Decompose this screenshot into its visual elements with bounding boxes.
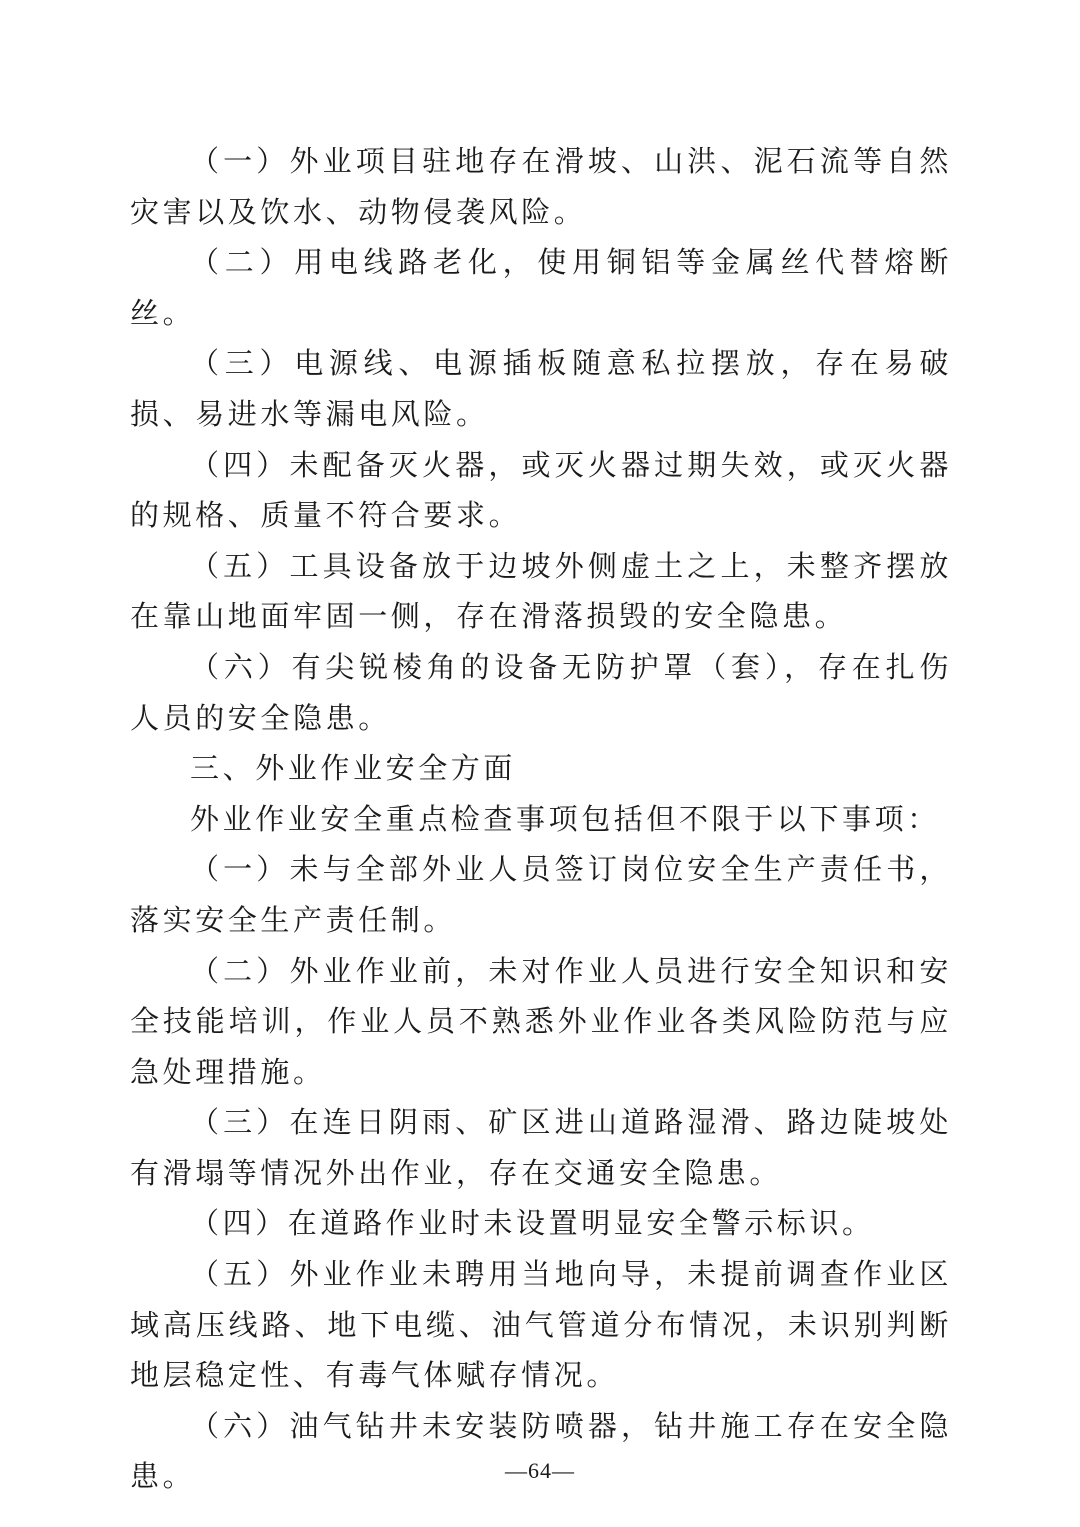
paragraph-section-intro: 外业作业安全重点检查事项包括但不限于以下事项：: [190, 801, 940, 836]
paragraph-hazard-tool-placement: （五）工具设备放于边坡外侧虚土之上，未整齐摆放在靠山地面牢固一侧，存在滑落损毁的安全隐患。: [130, 548, 952, 634]
paragraph-item-responsibility: （一）未与全部外业人员签订岗位安全生产责任书，落实安全生产责任制。: [130, 852, 952, 937]
section-heading-field-work-safety: 三、外业作业安全方面: [190, 751, 517, 786]
paragraph-hazard-sharp-equipment: （六）有尖锐棱角的设备无防护罩（套），存在扎伤人员的安全隐患。: [130, 649, 952, 735]
paragraph-hazard-wiring-aging: （二）用电线路老化，使用铜铝等金属丝代替熔断丝。: [130, 245, 952, 330]
paragraph-hazard-fire-extinguisher: （四）未配备灭火器，或灭火器过期失效，或灭火器的规格、质量不符合要求。: [130, 447, 952, 533]
paragraph-item-blowout-preventer: （六）油气钻井未安装防喷器，钻井施工存在安全隐患。: [130, 1408, 952, 1494]
paragraph-item-warning-signs: （四）在道路作业时未设置明显安全警示标识。: [190, 1206, 875, 1241]
paragraph-item-local-guide: （五）外业作业未聘用当地向导，未提前调查作业区域高压线路、地下电缆、油气管道分布情况，未识别判断地层稳定性、有毒气体赋存情况。: [130, 1257, 952, 1393]
document-body: [130, 136, 952, 1502]
page-number: —64—: [505, 1458, 575, 1483]
paragraph-item-traffic-hazard: （三）在连日阴雨、矿区进山道路湿滑、路边陡坡处有滑塌等情况外出作业，存在交通安全隐患。: [130, 1105, 952, 1190]
paragraph-item-training: （二）外业作业前，未对作业人员进行安全知识和安全技能培训，作业人员不熟悉外业作业各类风险防范与应急处理措施。: [130, 953, 952, 1089]
paragraph-hazard-power-cords: （三）电源线、电源插板随意私拉摆放，存在易破损、易进水等漏电风险。: [130, 346, 952, 431]
paragraph-hazard-natural-disaster: （一）外业项目驻地存在滑坡、山洪、泥石流等自然灾害以及饮水、动物侵袭风险。: [130, 144, 952, 229]
